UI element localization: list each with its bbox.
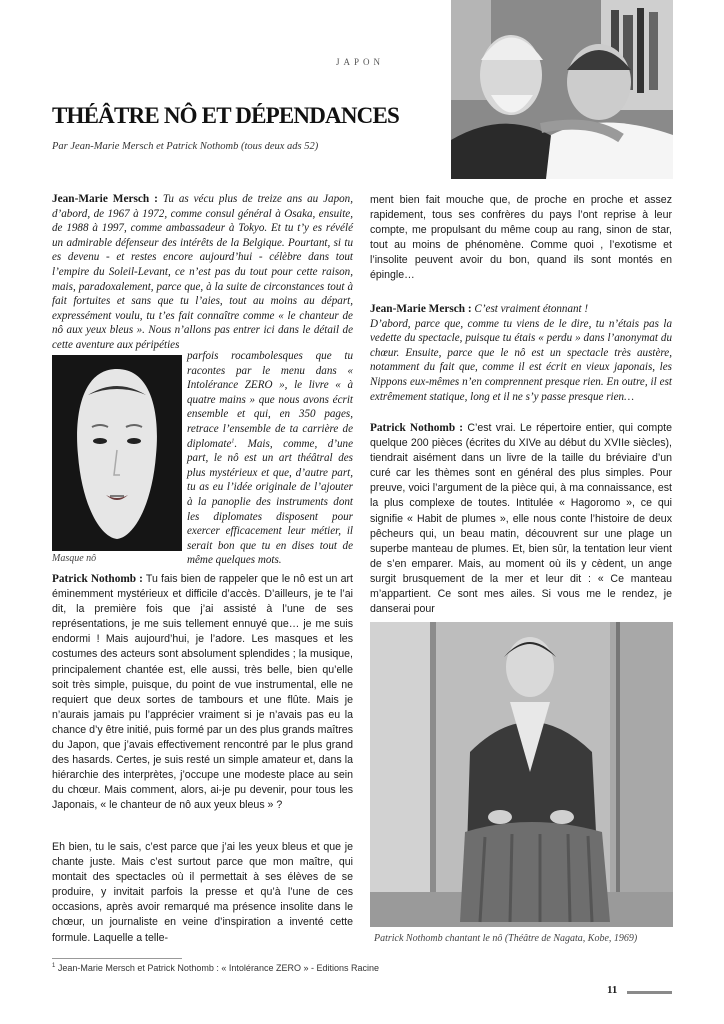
speaker-label: Patrick Nothomb : xyxy=(370,422,464,434)
left-paragraph-1-wrap xyxy=(187,349,353,568)
paragraph-text: parfois rocambolesques que tu racontes par le menu dans « Intolérance ZERO », le livre « à quatre mains » que nous avons écrit ensemble et qui, en 350 pages, retrace l’ensemble de ta carrière de diplomate xyxy=(187,350,353,450)
mask-caption: Masque nô xyxy=(52,553,97,564)
page-number-bar xyxy=(627,991,672,994)
paragraph-text: Tu as vécu plus de treize ans au Japon, d’abord, de 1967 à 1972, comme consul général à Osaka, ensuite, de 1988 à 1997, comme ambassadeur à Tokyo. Et tu t’y es révélé un admirable défenseur des intérêts de la Belgique. Pourtant, si tu es devenu - et restes encore aujourd’hui - célèbre dans tout l’empire du Soleil-Levant, ce n’est pas du tout pour cette raison, mais, paradoxalement, parce que, à la suite de circonstances tout à fait fortuites et sans que tu l’aies, tout au moins au départ, expressément voulu, tu t’es fait connaître comme « le chanteur de nô aux yeux bleus ». Nous n’allons pas entrer ici dans le détail de cette aventure aux péripéties xyxy=(52,193,353,351)
footnote-number: 1 xyxy=(52,963,56,969)
article-byline: Par Jean-Marie Mersch et Patrick Nothomb (tous deux ads 52) xyxy=(52,141,319,152)
footnote-text: Jean-Marie Mersch et Patrick Nothomb : « Intolérance ZERO » - Editions Racine xyxy=(57,963,379,973)
right-paragraph-3 xyxy=(370,421,672,617)
speaker-label: Jean-Marie Mersch : xyxy=(370,303,472,315)
paragraph-text: Eh bien, tu le sais, c’est parce que j’ai les yeux bleus et que je chante juste. Mais c’est surtout parce que mon maître, qui montait des spectacles où il permettait à ses élèves de se produire, y invitait parfois la presse et qu’à l’une de ces occasions, après avoir remarqué ma présence insolite dans le chœur, un journaliste en veine d’inspiration a inventé cette formule. Laquelle a telle- xyxy=(52,841,353,944)
speaker-label: Patrick Nothomb : xyxy=(52,573,143,585)
left-paragraph-1 xyxy=(52,192,353,353)
authors-photo-image xyxy=(451,0,673,179)
photo-caption: Patrick Nothomb chantant le nô (Théâtre de Nagata, Kobe, 1969) xyxy=(374,933,638,944)
authors-photo xyxy=(451,0,673,179)
speaker-label: Jean-Marie Mersch : xyxy=(52,193,158,205)
paragraph-text: C’est vrai. Le répertoire entier, qui compte quelque 200 pièces (écrites du XIVe au début du XVIIe siècles), tiendrait aisément dans un livre de la taille du bréviaire d’un curé car les thèmes sont en général des plus simples. Pour preuve, voici l’argument de la pièce qui, à ma connaissance, est la plus complexe de toutes. Intitulée « Hagoromo », ce qui signifie « Habit de plumes », elle nous conte l’histoire de deux pêcheurs qui, un beau matin, découvrent sur une plage un superbe manteau de plumes. Et, bien sûr, la tentation leur vient de s’en emparer. Mais, au moment où ils y cèdent, un ange surgit brusquement de la mer et leur dit : « Ce manteau m’appartient. Ce sont mes ailes. Si vous me le rendez, je danserai pour xyxy=(370,422,672,616)
left-paragraph-3 xyxy=(52,840,353,946)
section-label: JAPON xyxy=(335,57,384,67)
paragraph-text: Tu fais bien de rappeler que le nô est un art éminemment mystérieux et difficile d’accès. D’ailleurs, je te l’ai dit, la première fois que j’ai assisté à l’une de ses représentations, je me suis tellement ennuyé que… je me suis endormi ! Mais aujourd’hui, je l’adore. Les masques et les costumes des acteurs sont absolument splendides ; la musique, principalement chantée est, elle aussi, très belle, bien qu’elle soit très simple, puisque, du point de vue instrumental, elle ne requiert que deux sortes de tambours et une flûte. Mais je n’aurais jamais pu l’apprécier vraiment si je n’avais pas eu la chance d’y être initié, puis formé par un des plus grands maîtres du Japon, que j’avais effectivement rencontré par le plus grand des hasards. Certes, je suis resté un simple amateur et, dans la hiérarchie des interprètes, j’occupe une modeste place au sein du chœur. Mais comment, alors, ai-je pu devenir, pour tous les Japonais, « le chanteur de nô aux yeux bleus » ? xyxy=(52,573,353,812)
left-paragraph-2 xyxy=(52,572,353,814)
right-paragraph-1 xyxy=(370,193,672,284)
paragraph-text: . Mais, comme, d’une part, le nô est un art théâtral des plus mystérieux et que, d’autre part, tu as eu l’idée originale de l’ajouter à la panoplie des instruments dont les diplomates disposent pour exercer efficacement leur métier, il serait bon que tu en dises tout de même quelques mots. xyxy=(187,437,353,567)
page-number: 11 xyxy=(607,984,618,996)
footnote xyxy=(52,963,379,973)
noh-mask-drawing xyxy=(52,355,182,551)
article-title: THÉÂTRE NÔ ET DÉPENDANCES xyxy=(52,103,400,128)
footnote-rule xyxy=(52,958,182,959)
noh-mask-image xyxy=(52,355,182,551)
nothomb-singing-image xyxy=(370,622,673,927)
nothomb-singing-photo xyxy=(370,622,673,927)
paragraph-text: D’abord, parce que, comme tu viens de le dire, tu n’étais pas la vedette du spectacle, puisque tu étais « perdu » dans l’anonymat du chœur. Ensuite, parce que le nô est un spectacle très austère, notamment du fait que, comme il est écrit en vieux japonais, les Nippons eux-mêmes n’en comprennent presque rien. En outre, il est extrêmement statique, long et il ne s’y passe presque rien… xyxy=(370,317,672,403)
right-paragraph-2 xyxy=(370,302,672,404)
paragraph-text: ment bien fait mouche que, de proche en proche et assez rapidement, tous ses confrères du pays l’ont reprise à leur compte, me propulsant du même coup au rang, sinon de star, tout au moins de phénomène. Comme quoi , l’exotisme et l’insolite peuvent avoir du bon, quand ils sont montés en épingle… xyxy=(370,194,672,282)
paragraph-text: C’est vraiment étonnant ! xyxy=(474,303,589,315)
footnote-ref: 1 xyxy=(231,437,235,444)
